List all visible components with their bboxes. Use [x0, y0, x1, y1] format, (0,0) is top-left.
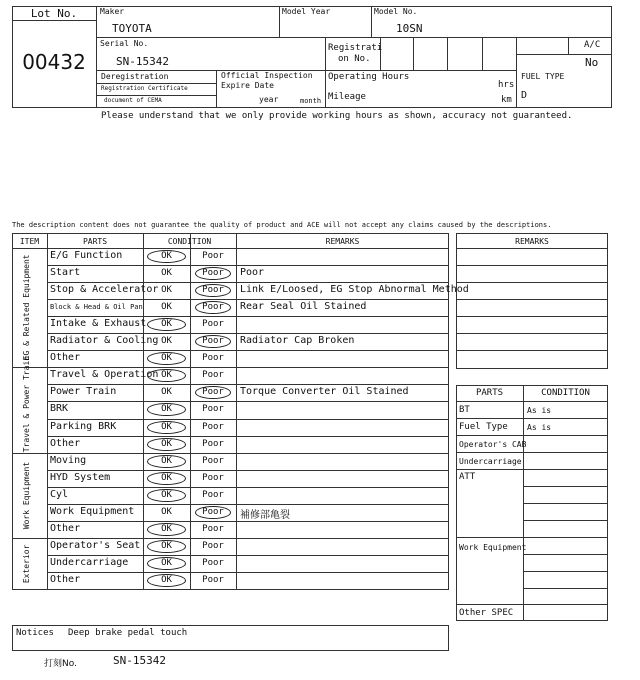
lot-number: 00432	[22, 50, 86, 74]
item-group-label: Exterior	[22, 544, 31, 583]
hours-note: Please understand that we only provide working hours as shown, accuracy not guaranteed.	[101, 111, 573, 121]
poor-option[interactable]: Poor	[202, 523, 224, 534]
ok-option[interactable]: OK	[161, 574, 172, 585]
poor-option[interactable]: Poor	[202, 370, 224, 381]
month-label: month	[300, 97, 322, 105]
ok-option[interactable]: OK	[161, 387, 172, 398]
poor-option[interactable]: Poor	[202, 353, 224, 364]
disclaimer: The description content does not guarantee the quality of product and ACE will not accept any claims caused by the descriptions.	[12, 221, 552, 229]
maker-value: TOYOTA	[112, 22, 152, 35]
poor-option[interactable]: Poor	[202, 302, 224, 313]
right-cond-bt: As is	[527, 406, 552, 415]
poor-option[interactable]: Poor	[202, 506, 224, 517]
row-divider	[47, 282, 449, 283]
part-name: Cyl	[50, 488, 69, 500]
remark-text: 補修部亀裂	[240, 509, 290, 521]
poor-option[interactable]: Poor	[202, 421, 224, 432]
ok-option[interactable]: OK	[161, 268, 172, 279]
right-col-condition: CONDITION	[541, 388, 590, 398]
row-divider	[47, 316, 449, 317]
col-item-header: ITEM	[19, 237, 40, 246]
poor-option[interactable]: Poor	[202, 574, 224, 585]
poor-option[interactable]: Poor	[202, 540, 224, 551]
poor-option[interactable]: Poor	[202, 336, 224, 347]
poor-option[interactable]: Poor	[202, 455, 224, 466]
reg-cert-label: Registration Certificate	[101, 85, 188, 92]
ok-option[interactable]: OK	[161, 421, 172, 432]
fuel-type-value: D	[521, 90, 528, 101]
ok-option[interactable]: OK	[161, 404, 172, 415]
condition-selected-circle	[147, 574, 186, 587]
condition-selected-circle	[147, 489, 186, 502]
model-no-label: Model No.	[374, 7, 418, 16]
part-name: Stop & Accelerator	[50, 284, 159, 296]
ok-option[interactable]: OK	[161, 455, 172, 466]
mileage-label: Mileage	[328, 92, 366, 102]
row-divider	[47, 521, 449, 522]
right-part-att: ATT	[459, 472, 476, 482]
part-name: Radiator & Cooling	[50, 335, 159, 347]
right-part-fuel-type: Fuel Type	[459, 422, 508, 432]
right-remarks-header: REMARKS	[515, 237, 549, 246]
part-name: Other	[50, 437, 81, 449]
fuel-type-label: FUEL TYPE	[521, 72, 565, 81]
part-name: Intake & Exhaust	[50, 318, 147, 330]
registration-label-2: on No.	[338, 54, 371, 64]
hrs-label: hrs	[498, 80, 515, 90]
km-label: km	[501, 95, 512, 105]
ok-option[interactable]: OK	[161, 489, 172, 500]
ok-option[interactable]: OK	[161, 285, 172, 296]
row-divider	[47, 333, 449, 334]
row-divider	[47, 555, 449, 556]
row-divider	[47, 384, 449, 385]
remark-text: Rear Seal Oil Stained	[240, 301, 367, 313]
poor-option[interactable]: Poor	[202, 557, 224, 568]
remark-text: Torque Converter Oil Stained	[240, 386, 409, 398]
row-divider	[47, 299, 449, 300]
row-divider	[12, 538, 449, 539]
part-name: BRK	[50, 403, 69, 415]
condition-selected-circle	[147, 472, 186, 485]
ac-label: A/C	[584, 40, 601, 50]
item-group-label: EG & Related Equipment	[22, 254, 31, 361]
official-inspection-label: Official Inspection	[221, 71, 313, 80]
part-name: Undercarriage	[50, 556, 129, 568]
right-part-operator-cab: Operator's CAB	[459, 440, 527, 449]
poor-option[interactable]: Poor	[202, 489, 224, 500]
ok-option[interactable]: OK	[161, 472, 172, 483]
item-group-label: Work Equipment	[22, 461, 31, 529]
row-divider	[47, 470, 449, 471]
poor-option[interactable]: Poor	[202, 319, 224, 330]
part-name: Travel & Operation	[50, 369, 159, 381]
notices-label: Notices	[16, 628, 54, 638]
poor-option[interactable]: Poor	[202, 404, 224, 415]
row-divider	[47, 504, 449, 505]
stamp-no-label: 打刻No.	[44, 659, 77, 669]
part-name: Block & Head & Oil Pan	[50, 303, 143, 312]
poor-option[interactable]: Poor	[202, 387, 224, 398]
ok-option[interactable]: OK	[161, 540, 172, 551]
condition-selected-circle	[147, 455, 186, 468]
model-year-label: Model Year	[282, 7, 331, 16]
ac-value: No	[585, 56, 599, 69]
row-divider	[47, 487, 449, 488]
serial-no-value: SN-15342	[116, 55, 169, 68]
row-divider	[47, 436, 449, 437]
right-part-other-spec: Other SPEC	[459, 608, 514, 618]
part-name: E/G Function	[50, 250, 123, 261]
remark-text: Poor	[240, 267, 265, 279]
ok-option[interactable]: OK	[161, 370, 172, 381]
maker-label: Maker	[100, 7, 125, 16]
condition-selected-circle	[195, 506, 231, 519]
right-part-undercarriage: Undercarriage	[459, 457, 522, 466]
cema-label: document of CEMA	[104, 97, 162, 104]
ok-option[interactable]: OK	[161, 438, 172, 449]
part-name: Start	[50, 267, 81, 279]
remark-text: Radiator Cap Broken	[240, 335, 355, 347]
part-name: Other	[50, 522, 81, 534]
row-divider	[47, 572, 449, 573]
part-name: Power Train	[50, 386, 117, 398]
right-col-parts: PARTS	[475, 388, 504, 398]
part-name: Other	[50, 573, 81, 585]
row-divider	[12, 453, 449, 454]
year-label: year	[259, 95, 279, 104]
operating-hours-label: Operating Hours	[328, 72, 410, 82]
part-name: Parking BRK	[50, 420, 117, 432]
col-remarks-header: REMARKS	[325, 237, 360, 246]
poor-option[interactable]: Poor	[202, 472, 224, 483]
lot-no-label: Lot No.	[30, 7, 78, 20]
notices-text: Deep brake pedal touch	[68, 628, 188, 638]
poor-option[interactable]: Poor	[202, 438, 224, 449]
ok-option[interactable]: OK	[161, 523, 172, 534]
poor-option[interactable]: Poor	[202, 251, 224, 261]
right-part-work-equipment: Work Equipment	[459, 543, 527, 552]
col-parts-header: PARTS	[82, 237, 108, 246]
poor-option[interactable]: Poor	[202, 268, 224, 279]
serial-no-label: Serial No.	[100, 39, 149, 48]
remark-text: Link E/Loosed, EG Stop Abnormal Method	[240, 284, 469, 296]
ok-option[interactable]: OK	[161, 336, 172, 347]
part-name: Work Equipment	[50, 505, 135, 517]
right-cond-fuel-type: As is	[527, 423, 552, 432]
ok-option[interactable]: OK	[161, 506, 172, 517]
part-name: Moving	[50, 454, 87, 466]
ok-option[interactable]: OK	[161, 353, 172, 364]
part-name: HYD System	[50, 471, 111, 483]
ok-option[interactable]: OK	[161, 251, 172, 261]
expire-date-label: Expire Date	[221, 81, 274, 90]
row-divider	[47, 419, 449, 420]
row-divider	[47, 350, 449, 351]
condition-selected-circle	[195, 267, 231, 280]
row-divider	[47, 265, 449, 266]
item-group-label: Travel & Power Train	[22, 356, 31, 453]
ok-option[interactable]: OK	[161, 319, 172, 330]
registration-label: Registrati	[328, 43, 383, 53]
condition-selected-circle	[147, 250, 186, 263]
condition-selected-circle	[147, 523, 186, 536]
col-condition-header: CONDITION	[167, 237, 212, 246]
stamp-no-value: SN-15342	[113, 654, 166, 667]
part-name: Other	[50, 352, 81, 364]
poor-option[interactable]: Poor	[202, 285, 224, 296]
condition-selected-circle	[147, 421, 186, 434]
row-divider	[12, 367, 449, 368]
condition-selected-circle	[147, 540, 186, 553]
row-divider	[47, 401, 449, 402]
condition-selected-circle	[147, 438, 186, 451]
ok-option[interactable]: OK	[161, 557, 172, 568]
condition-selected-circle	[147, 557, 186, 570]
model-no-value: 10SN	[396, 22, 423, 35]
part-name: Operator's Seat	[50, 539, 141, 551]
condition-selected-circle	[195, 284, 231, 297]
deregistration-label: Deregistration	[101, 72, 169, 81]
right-part-bt: BT	[459, 405, 470, 415]
ok-option[interactable]: OK	[161, 302, 172, 313]
